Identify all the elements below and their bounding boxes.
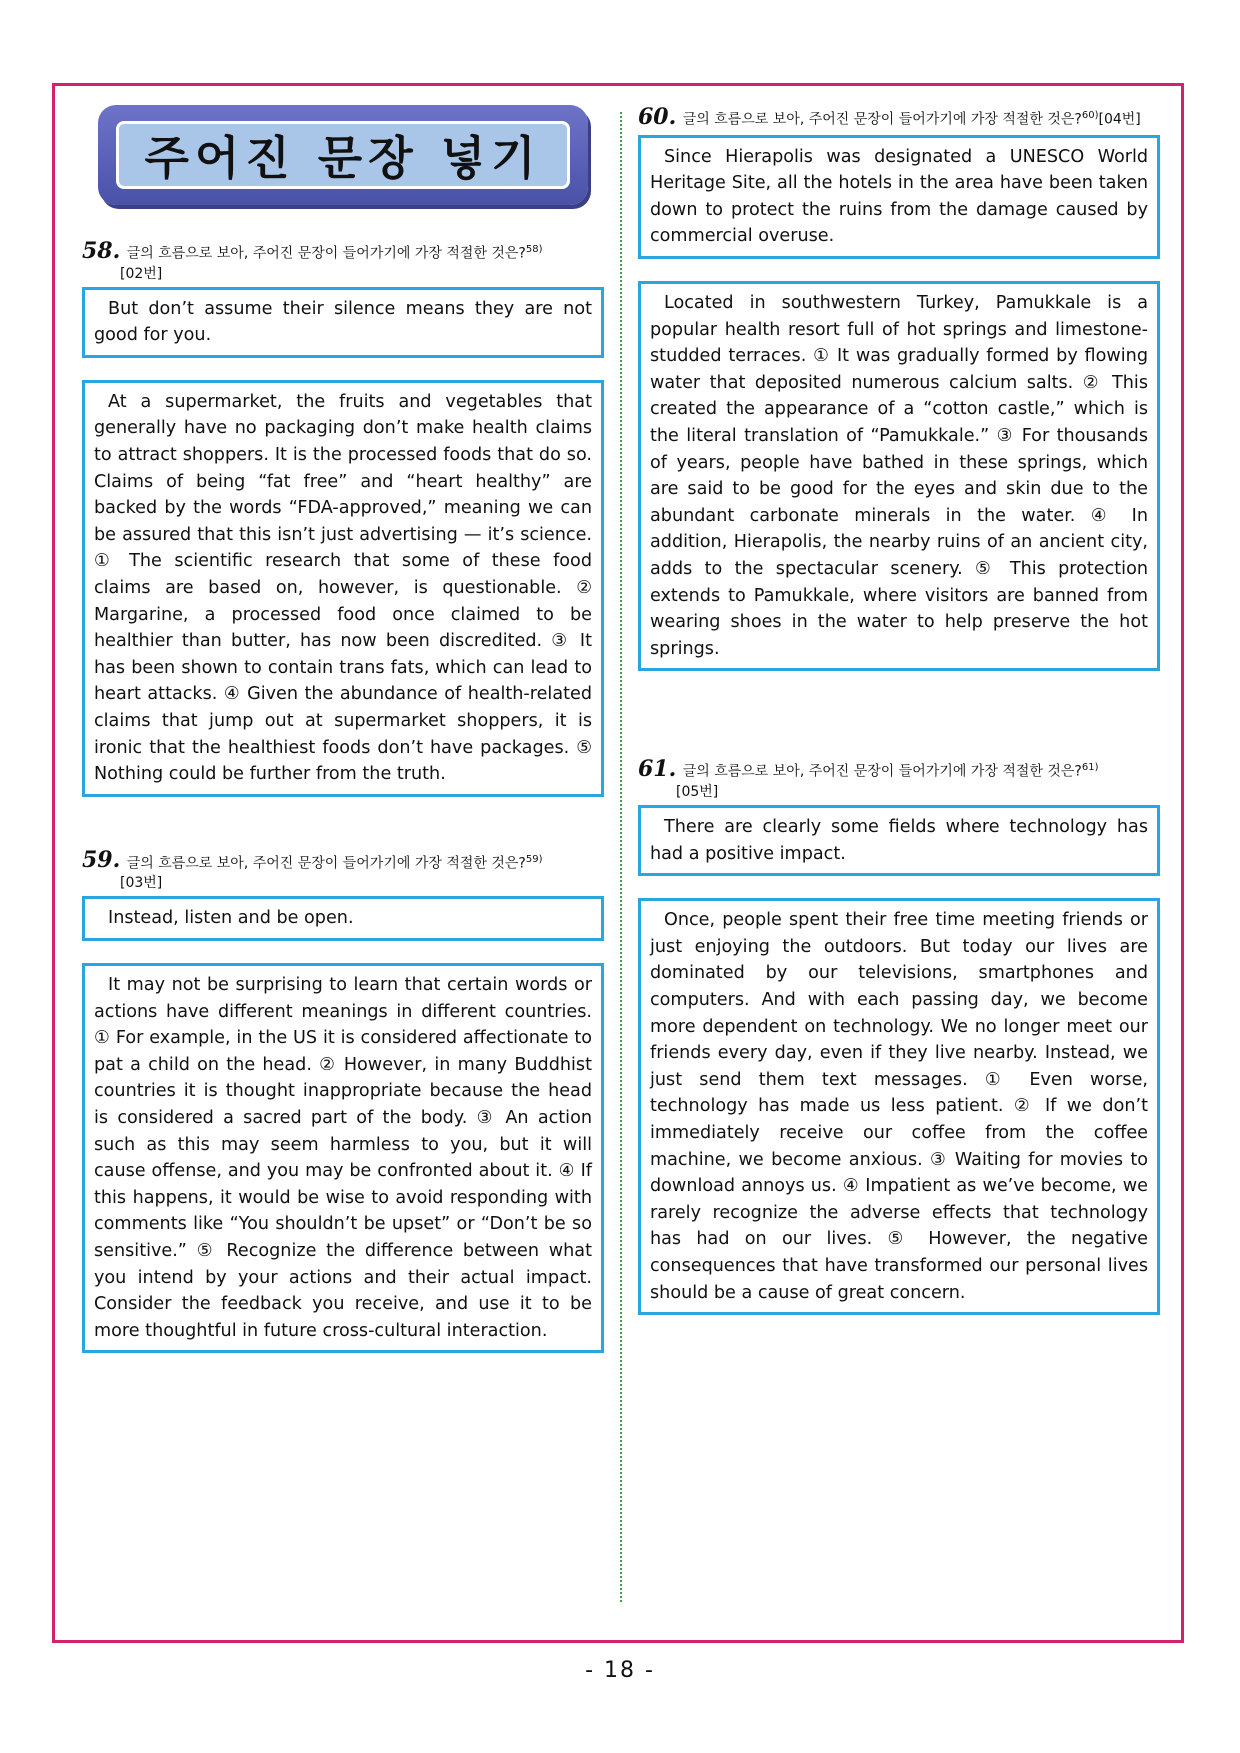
- given-sentence-box: But don’t assume their silence means they are not good for you.: [82, 287, 604, 358]
- question-prompt: 글의 흐름으로 보아, 주어진 문장이 들어가기에 가장 적절한 것은?: [126, 245, 526, 262]
- question-58: [82, 239, 604, 797]
- footnote-marker: 61): [1081, 762, 1099, 774]
- passage-box: Located in southwestern Turkey, Pamukkale is a popular health resort full of hot springs and limestone-studded terraces. ① It was gradually formed by flowing water that deposited numerous calcium salts. ② This created the appearance of a “cotton castle,” which is the literal translation of “Pamukkale.” ③ For thousands of years, people have bathed in these springs, which are said to be good for the eyes and skin due to the abundant carbonate minerals in the water. ④ In addition, Hierapolis, the nearby ruins of an ancient city, adds to the spectacular scenery. ⑤ This protection extends to Pamukkale, where visitors are banned from wearing shoes in the water to help preserve the hot springs.: [638, 281, 1160, 671]
- question-number: 59.: [82, 847, 121, 874]
- left-column: [82, 105, 604, 1353]
- question-number: 58.: [82, 237, 121, 264]
- question-source-code: [02번]: [120, 265, 163, 282]
- question-prompt: 글의 흐름으로 보아, 주어진 문장이 들어가기에 가장 적절한 것은?: [682, 111, 1082, 128]
- question-source-code: [03번]: [120, 875, 163, 892]
- question-prompt: 글의 흐름으로 보아, 주어진 문장이 들어가기에 가장 적절한 것은?: [126, 855, 526, 872]
- question-number: 60.: [638, 103, 677, 130]
- question-header: [638, 757, 1160, 801]
- question-59: [82, 849, 604, 1354]
- section-title: 주어진 문장 넣기: [144, 131, 542, 185]
- right-column: [638, 105, 1160, 1315]
- footnote-marker: 59): [525, 853, 543, 865]
- question-number: 61.: [638, 756, 677, 782]
- question-source-code: [04번]: [1098, 111, 1141, 128]
- question-61: [638, 757, 1160, 1315]
- section-title-banner: [98, 105, 588, 205]
- page-number: - 18 -: [585, 1658, 655, 1683]
- question-header: [82, 239, 604, 283]
- footnote-marker: 58): [525, 244, 543, 255]
- given-sentence-box: Instead, listen and be open.: [82, 896, 604, 941]
- passage-box: At a supermarket, the fruits and vegetables that generally have no packaging don’t make health claims to attract shoppers. It is the processed foods that do so. Claims of being “fat free” and “heart healthy” are backed by the words “FDA-approved,” meaning we can be assured that this isn’t just advertising — it’s science. ① The scientific research that some of these food claims are based on, however, is questionable. ② Margarine, a processed food once claimed to be healthier than butter, has now been discredited. ③ It has been shown to contain trans fats, which can lead to heart attacks. ④ Given the abundance of health-related claims that jump out at supermarket shoppers, it is ironic that the healthiest foods don’t have packages. ⑤ Nothing could be further from the truth.: [82, 380, 604, 797]
- footnote-marker: 60): [1081, 110, 1099, 121]
- given-sentence-box: There are clearly some fields where technology has had a positive impact.: [638, 805, 1160, 876]
- passage-box: It may not be surprising to learn that certain words or actions have different meanings in different countries. ① For example, in the US it is considered affectionate to pat a child on the head. ② However, in many Buddhist countries it is thought inappropriate because the head is considered a sacred part of the body. ③ An action such as this may seem harmless to you, but it will cause offense, and you may be confronted about it. ④ If this happens, it would be wise to avoid responding with comments like “You shouldn’t be upset” or “Don’t be so sensitive.” ⑤ Recognize the difference between what you intend by your actions and their actual impact. Consider the feedback you receive, and use it to be more thoughtful in future cross-cultural interaction.: [82, 963, 604, 1353]
- question-60: [638, 105, 1160, 671]
- question-prompt: 글의 흐름으로 보아, 주어진 문장이 들어가기에 가장 적절한 것은?: [682, 764, 1082, 780]
- passage-box: Once, people spent their free time meeting friends or just enjoying the outdoors. But today our lives are dominated by our televisions, smartphones and computers. And with each passing day, we become more dependent on technology. We no longer meet our friends every day, even if they live nearby. Instead, we just send them text messages. ① Even worse, technology has made us less patient. ② If we don’t immediately receive our coffee from the coffee machine, we become anxious. ③ Waiting for movies to download annoys us. ④ Impatient as we’ve become, we rarely recognize the adverse effects that technology has had on our lives. ⑤ However, the negative consequences that have transformed our personal lives should be a cause of great concern.: [638, 898, 1160, 1315]
- given-sentence-box: Since Hierapolis was designated a UNESCO World Heritage Site, all the hotels in the area have been taken down to protect the ruins from the damage caused by commercial overuse.: [638, 135, 1160, 259]
- question-header: [638, 105, 1160, 131]
- column-divider: [620, 112, 622, 1602]
- question-source-code: [05번]: [676, 784, 719, 800]
- question-header: [82, 849, 604, 893]
